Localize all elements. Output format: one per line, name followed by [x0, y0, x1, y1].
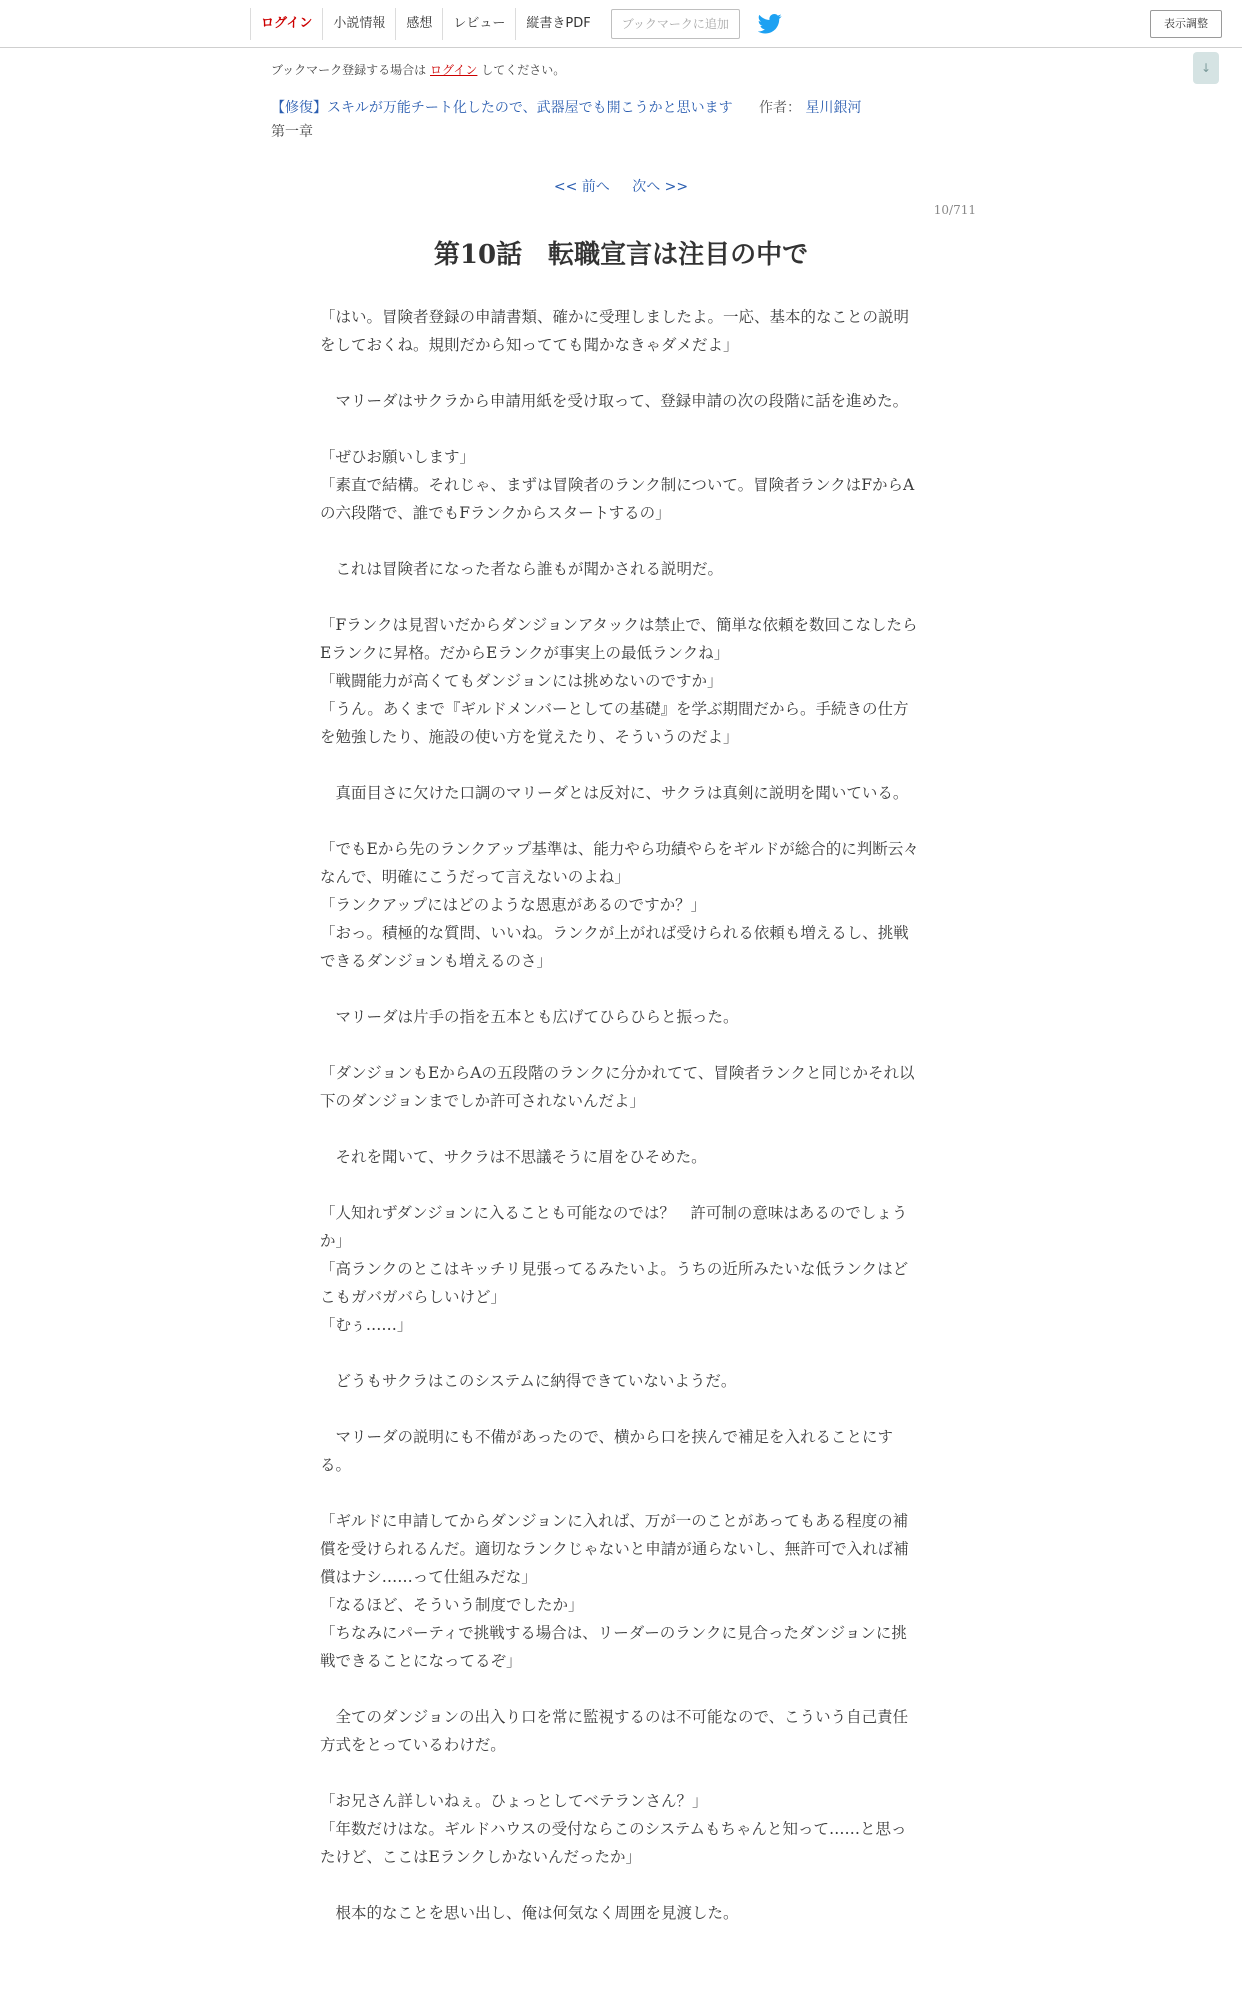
body-paragraph: 真面目さに欠けた口調のマリーダとは反対に、サクラは真剣に説明を聞いている。 [320, 784, 909, 802]
body-paragraph: 「でもEから先のランクアップ基準は、能力やら功績やらをギルドが総合的に判断云々なんで、明確にこうだって言えないのよね」 [320, 840, 919, 886]
body-paragraph: マリーダはサクラから申請用紙を受け取って、登録申請の次の段階に話を進めた。 [320, 392, 909, 410]
body-paragraph: 「高ランクのとこはキッチリ見張ってるみたいよ。うちの近所みたいな低ランクはどこもガバガバらしいけど」 [320, 1260, 909, 1306]
bookmark-login-link[interactable]: ログイン [430, 63, 478, 77]
blank-line [320, 1871, 920, 1899]
body-paragraph: 「Fランクは見習いだからダンジョンアタックは禁止で、簡単な依頼を数回こなしたらEランクに昇格。だからEランクが事実上の最低ランクね」 [320, 616, 918, 662]
blank-line [320, 1395, 920, 1423]
author-label: 作者： [759, 100, 802, 116]
body-paragraph: 「なるほど、そういう制度でしたか」 [320, 1596, 584, 1614]
body-paragraph: 「ぜひお願いします」 [320, 448, 476, 466]
blank-line [320, 1675, 920, 1703]
body-paragraph: 「はい。冒険者登録の申請書類、確かに受理しましたよ。一応、基本的なことの説明をしておくね。規則だから知ってても聞かなきゃダメだよ」 [320, 308, 910, 354]
display-settings-button[interactable]: 表示調整 [1150, 10, 1222, 38]
bookmark-note-after: してください。 [481, 63, 566, 77]
next-episode-link[interactable]: 次へ >> [632, 179, 689, 195]
blank-line [320, 527, 920, 555]
blank-line [320, 415, 920, 443]
body-paragraph: それを聞いて、サクラは不思議そうに眉をひそめた。 [320, 1148, 707, 1166]
novel-info-line [271, 97, 861, 117]
body-paragraph: 「お兄さん詳しいねぇ。ひょっとしてベテランさん？」 [320, 1792, 708, 1810]
episode-body [320, 303, 920, 1927]
episode-title: 第10話 転職宣言は注目の中で [433, 240, 809, 270]
blank-line [320, 583, 920, 611]
body-paragraph: 「うん。あくまで『ギルドメンバーとしての基礎』を学ぶ期間だから。手続きの仕方を勉強したり、施設の使い方を覚えたり、そういうのだよ」 [320, 700, 909, 746]
blank-line [320, 751, 920, 779]
blank-line [320, 359, 920, 387]
body-paragraph: どうもサクラはこのシステムに納得できていないようだ。 [320, 1372, 737, 1390]
body-paragraph: 「ちなみにパーティで挑戦する場合は、リーダーのランクに見合ったダンジョンに挑戦できることになってるぞ」 [320, 1624, 907, 1670]
body-paragraph: 「人知れずダンジョンに入ることも可能なのでは？ 許可制の意味はあるのでしょうか」 [320, 1204, 908, 1250]
blank-line [320, 1339, 920, 1367]
body-paragraph: 「ギルドに申請してからダンジョンに入れば、万が一のことがあってもある程度の補償を受けられるんだ。適切なランクじゃないと申請が通らないし、無許可で入れば補償はナシ……って仕組みだな」 [320, 1512, 909, 1586]
novel-title-link[interactable]: 【修復】スキルが万能チート化したので、武器屋でも開こうかと思います [271, 100, 733, 116]
author-link[interactable]: 星川銀河 [805, 100, 862, 116]
body-paragraph: 全てのダンジョンの出入り口を常に監視するのは不可能なので、こういう自己責任方式をとっているわけだ。 [320, 1708, 909, 1754]
nav-vertical-pdf[interactable]: 縦書きPDF [515, 8, 600, 40]
episode-count: 10/711 [933, 203, 976, 217]
blank-line [320, 1759, 920, 1787]
nav-novel-info[interactable]: 小説情報 [322, 8, 395, 40]
add-bookmark-button[interactable]: ブックマークに追加 [611, 9, 740, 39]
body-paragraph: マリーダの説明にも不備があったので、横から口を挟んで補足を入れることにする。 [320, 1428, 894, 1474]
blank-line [320, 975, 920, 1003]
nav-login[interactable]: ログイン [250, 8, 322, 40]
body-paragraph: 「おっ。積極的な質問、いいね。ランクが上がれば受けられる依頼も増えるし、挑戦できるダンジョンも増えるのさ」 [320, 924, 909, 970]
body-paragraph: 「素直で結構。それじゃ、まずは冒険者のランク制について。冒険者ランクはFからAの六段階で、誰でもFランクからスタートするの」 [320, 476, 915, 522]
blank-line [320, 1031, 920, 1059]
body-paragraph: 「年数だけはな。ギルドハウスの受付ならこのシステムもちゃんと知って……と思ったけど、ここはEランクしかないんだったか」 [320, 1820, 907, 1866]
prev-episode-link[interactable]: << 前へ [553, 179, 610, 195]
body-paragraph: 「ランクアップにはどのような恩恵があるのですか？」 [320, 896, 707, 914]
blank-line [320, 1115, 920, 1143]
bookmark-note [271, 61, 565, 78]
blank-line [320, 1171, 920, 1199]
chapter-title: 第一章 [271, 124, 313, 140]
site-header [0, 0, 1242, 48]
body-paragraph: 「ダンジョンもEからAの五段階のランクに分かれてて、冒険者ランクと同じかそれ以下のダンジョンまでしか許可されないんだよ」 [320, 1064, 915, 1110]
blank-line [320, 807, 920, 835]
body-paragraph: 根本的なことを思い出し、俺は何気なく周囲を見渡した。 [320, 1904, 739, 1922]
nav-review[interactable]: レビュー [442, 8, 515, 40]
header-nav [250, 8, 784, 40]
scroll-down-icon[interactable]: ↓ [1193, 52, 1219, 84]
blank-line [320, 1479, 920, 1507]
body-paragraph: 「むぅ……」 [320, 1316, 413, 1334]
twitter-icon[interactable] [758, 13, 784, 35]
body-paragraph: これは冒険者になった者なら誰もが聞かされる説明だ。 [320, 560, 724, 578]
nav-impressions[interactable]: 感想 [395, 8, 442, 40]
body-paragraph: 「戦闘能力が高くてもダンジョンには挑めないのですか」 [320, 672, 723, 690]
episode-pager [0, 176, 1242, 196]
body-paragraph: マリーダは片手の指を五本とも広げてひらひらと振った。 [320, 1008, 739, 1026]
bookmark-note-before: ブックマーク登録する場合は [271, 63, 427, 77]
